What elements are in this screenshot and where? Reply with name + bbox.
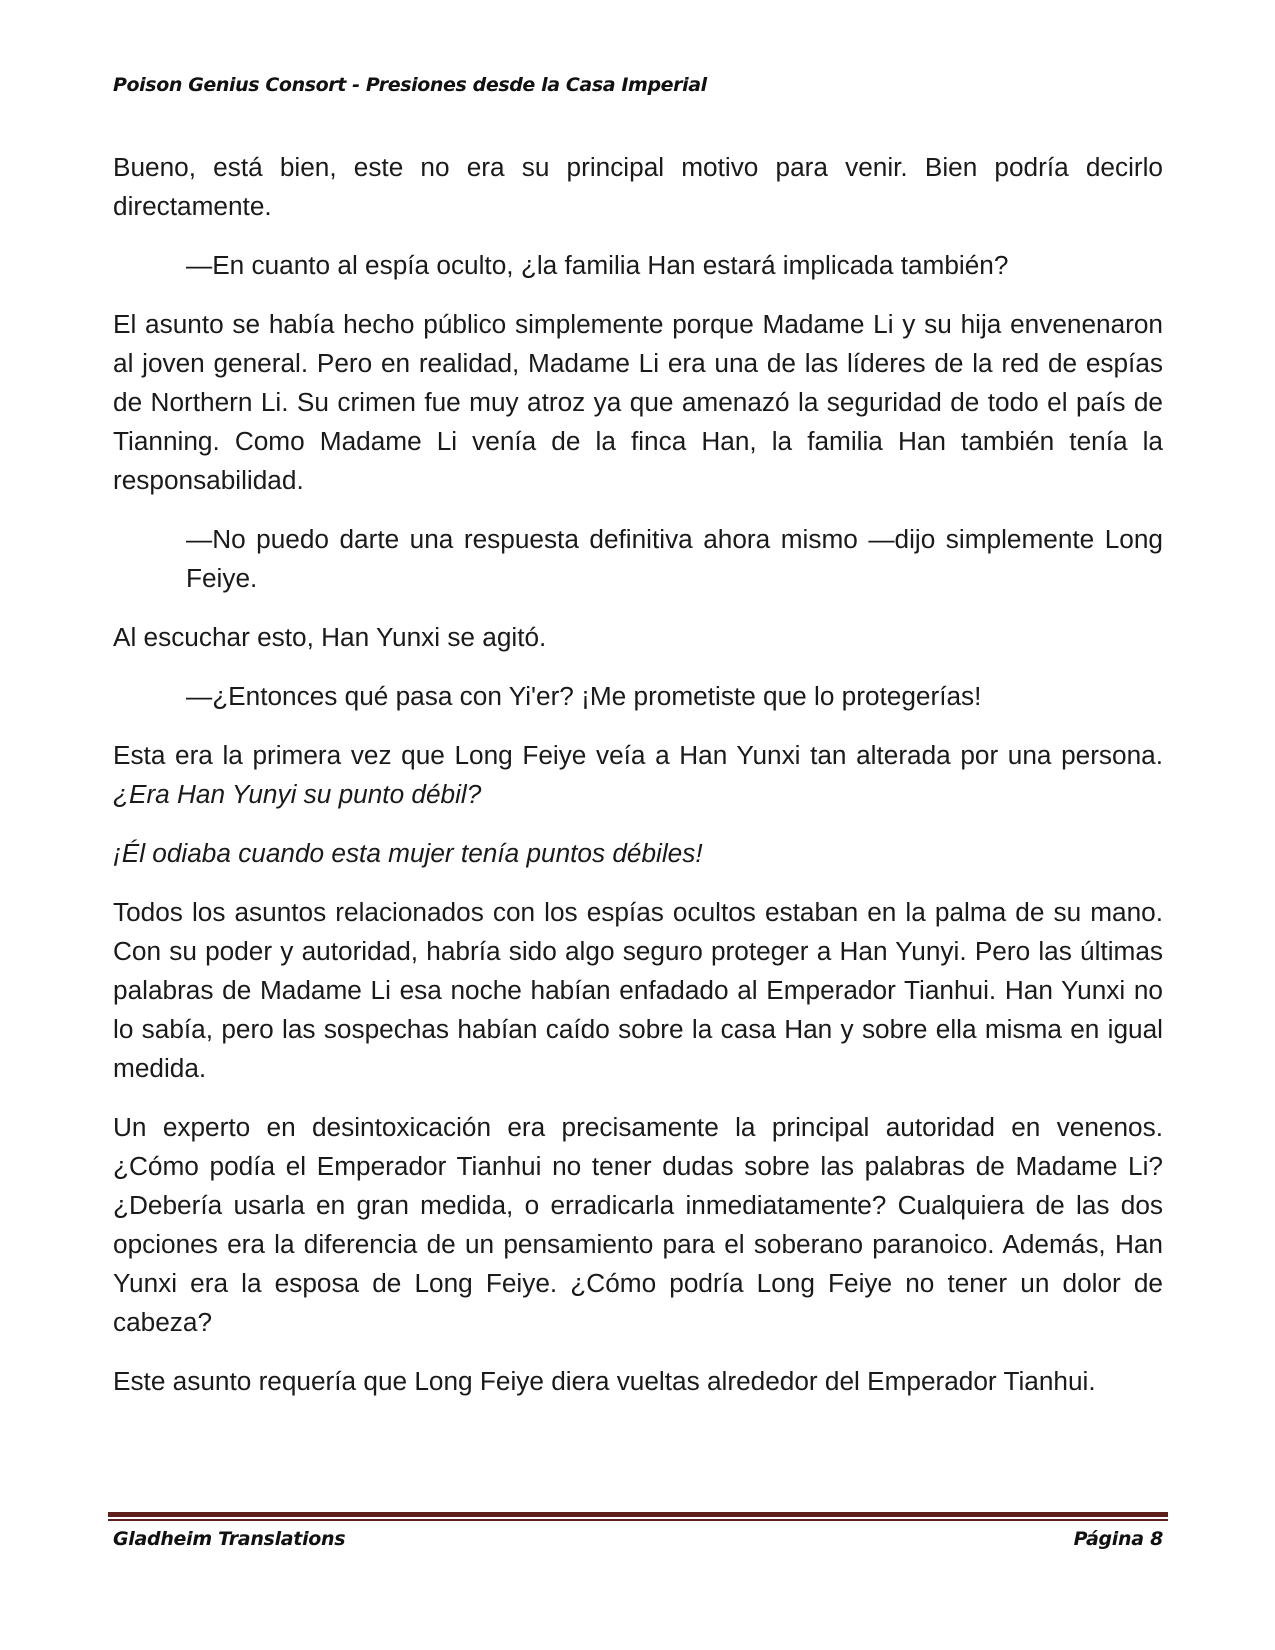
page-number: Página 8 bbox=[1073, 1528, 1163, 1550]
footer-divider bbox=[108, 1512, 1168, 1521]
running-footer bbox=[113, 1528, 1163, 1550]
paragraph: Todos los asuntos relacionados con los espías ocultos estaban en la palma de su mano. Con su poder y autoridad, habría sido algo seguro proteger a Han Yunyi. Pero las últimas palabras de Madame Li esa noche habían enfadado al Emperador Tianhui. Han Yunxi no lo sabía, pero las sospechas habían caído sobre la casa Han y sobre ella misma en igual medida. bbox=[113, 897, 1163, 1083]
footer-divider-thin bbox=[108, 1519, 1168, 1521]
paragraph: Al escuchar esto, Han Yunxi se agitó. bbox=[113, 622, 547, 652]
italic-paragraph: ¡Él odiaba cuando esta mujer tenía puntos débiles! bbox=[113, 838, 703, 868]
paragraph: Bueno, está bien, este no era su principal motivo para venir. Bien podría decirlo directamente. bbox=[113, 152, 1163, 221]
dialogue-paragraph: —En cuanto al espía oculto, ¿la familia Han estará implicada también? bbox=[186, 250, 1009, 280]
running-header-title: Poison Genius Consort - Presiones desde la Casa Imperial bbox=[113, 74, 707, 96]
footer-divider-thick bbox=[108, 1512, 1168, 1517]
dialogue-paragraph: —¿Entonces qué pasa con Yi'er? ¡Me prometiste que lo protegerías! bbox=[186, 681, 982, 711]
paragraph bbox=[113, 736, 1163, 814]
footer-publisher: Gladheim Translations bbox=[113, 1528, 346, 1550]
dialogue-paragraph: —No puedo darte una respuesta definitiva ahora mismo —dijo simplemente Long Feiye. bbox=[186, 524, 1163, 593]
paragraph: Un experto en desintoxicación era precisamente la principal autoridad en venenos. ¿Cómo podía el Emperador Tianhui no tener dudas sobre las palabras de Madame Li? ¿Debería usarla en gran medida, o erradicarla inmediatamente? Cualquiera de las dos opciones era la diferencia de un pensamiento para el soberano paranoico. Además, Han Yunxi era la esposa de Long Feiye. ¿Cómo podría Long Feiye no tener un dolor de cabeza? bbox=[113, 1112, 1163, 1337]
paragraph: El asunto se había hecho público simplemente porque Madame Li y su hija envenenaron al joven general. Pero en realidad, Madame Li era una de las líderes de la red de espías de Northern Li. Su crimen fue muy atroz ya que amenazó la seguridad de todo el país de Tianning. Como Madame Li venía de la finca Han, la familia Han también tenía la responsabilidad. bbox=[113, 309, 1163, 495]
paragraph: Este asunto requería que Long Feiye diera vueltas alrededor del Emperador Tianhui. bbox=[113, 1366, 1096, 1396]
paragraph-text: Esta era la primera vez que Long Feiye veía a Han Yunxi tan alterada por una persona. bbox=[113, 740, 1163, 770]
page-body bbox=[113, 148, 1163, 1421]
italic-thought: ¿Era Han Yunyi su punto débil? bbox=[113, 779, 482, 809]
